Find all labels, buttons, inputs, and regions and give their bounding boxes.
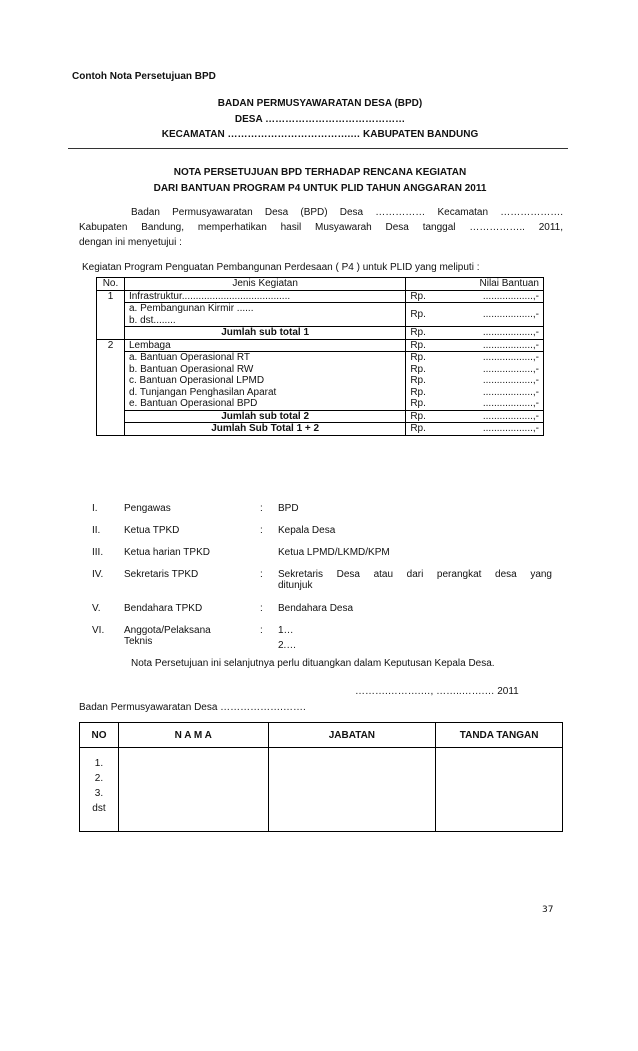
header-kecamatan: KECAMATAN ……………………………….… KABUPATEN BANDUNG (161, 129, 479, 140)
document-label: Contoh Nota Persetujuan BPD (72, 71, 216, 82)
col-header-jenis: Jenis Kegiatan (124, 278, 405, 291)
page-number: 37 (542, 905, 554, 915)
list-item: VI. Anggota/Pelaksana Teknis : 1… 2.… (92, 625, 297, 651)
title-line-1: NOTA PERSETUJUAN BPD TERHADAP RENCANA KEGIATAN (173, 167, 467, 178)
col-header-no: No. (97, 278, 125, 291)
sig-header-row (80, 723, 563, 748)
sig-jabatan-cell (268, 748, 436, 832)
row-jenis: Infrastruktur....................................... (124, 290, 405, 303)
row-nilai: Rp. ..................,- (406, 410, 544, 423)
date-line: ……….……….…, ……..…….… 2011 (355, 686, 519, 697)
row-nilai: Rp. ..................,- (406, 423, 544, 436)
signature-table (79, 722, 563, 832)
list-item: V. Bendahara TPKD : Bendahara Desa (92, 603, 354, 614)
sig-ttd-cell (436, 748, 563, 832)
header-divider (68, 148, 568, 149)
table-row-total (97, 423, 544, 436)
row-nilai: Rp. ..................,- (406, 339, 544, 352)
col-header-nama: N A M A (118, 723, 268, 748)
list-item: II. Ketua TPKD : Kepala Desa (92, 525, 336, 536)
row-jenis: a. Pembangunan Kirmir ...... b. dst........ (124, 303, 405, 327)
list-item: III. Ketua harian TPKD Ketua LPMD/LKMD/KPM (92, 547, 390, 558)
intro-line-2: Kabupaten Bandung, memperhatikan hasil Musyawarah Desa tanggal …………….. 2011, (79, 222, 563, 233)
header-desa: DESA …………………………………… (234, 114, 406, 125)
table-row (97, 303, 544, 327)
col-header-tanda-tangan: TANDA TANGAN (436, 723, 563, 748)
row-nilai: Rp. ..................,- (406, 303, 544, 327)
row-nilai (406, 290, 544, 303)
rp-label: Rp. (410, 290, 426, 302)
subtotal-2-label: Jumlah sub total 2 (124, 410, 405, 423)
rp-value: ..................,- (482, 290, 539, 302)
intro-line-3: dengan ini menyetujui : (79, 237, 182, 248)
organization-list (92, 503, 552, 651)
title-line-2: DARI BANTUAN PROGRAM P4 UNTUK PLID TAHUN ANGGARAN 2011 (153, 183, 487, 194)
row-nilai: Rp. ..................,- (406, 327, 544, 340)
row-nilai: Rp. ..................,- Rp. ..................,- Rp. ..................,- Rp. ..................,- Rp. ..................,- (406, 352, 544, 411)
row-number: 1 (97, 290, 125, 303)
sig-body-row (80, 748, 563, 832)
row-number: 2 (97, 339, 125, 352)
total-label: Jumlah Sub Total 1 + 2 (124, 423, 405, 436)
col-header-no: NO (80, 723, 119, 748)
row-jenis: Lembaga (124, 339, 405, 352)
kegiatan-table (96, 277, 544, 436)
sig-numbers: 1. 2. 3. dst (80, 748, 119, 832)
bpd-line: Badan Permusyawaratan Desa ……………….……. (79, 702, 306, 713)
table-row (97, 352, 544, 411)
subtotal-1-label: Jumlah sub total 1 (124, 327, 405, 340)
table-row-subtotal (97, 327, 544, 340)
table-row (97, 290, 544, 303)
list-item: I. Pengawas : BPD (92, 503, 299, 514)
program-line: Kegiatan Program Penguatan Pembangunan Perdesaan ( P4 ) untuk PLID yang meliputi : (82, 262, 480, 273)
list-item: IV. Sekretaris TPKD : Sekretaris Desa atau dari perangkat desa yang ditunjuk (92, 569, 552, 591)
intro-line-1: Badan Permusyawaratan Desa (BPD) Desa …………… Kecamatan ………………. (131, 207, 563, 218)
row-jenis: a. Bantuan Operasional RT b. Bantuan Operasional RW c. Bantuan Operasional LPMD d. Tunjangan Penghasilan Aparat e. Bantuan Operasional BPD (124, 352, 405, 411)
table-row-subtotal (97, 410, 544, 423)
sig-nama-cell (118, 748, 268, 832)
closing-sentence: Nota Persetujuan ini selanjutnya perlu dituangkan dalam Keputusan Kepala Desa. (131, 658, 495, 669)
col-header-jabatan: JABATAN (268, 723, 436, 748)
table-header-row (97, 278, 544, 291)
col-header-nilai: Nilai Bantuan (406, 278, 544, 291)
table-row (97, 339, 544, 352)
header-institution: BADAN PERMUSYAWARATAN DESA (BPD) (217, 98, 423, 109)
